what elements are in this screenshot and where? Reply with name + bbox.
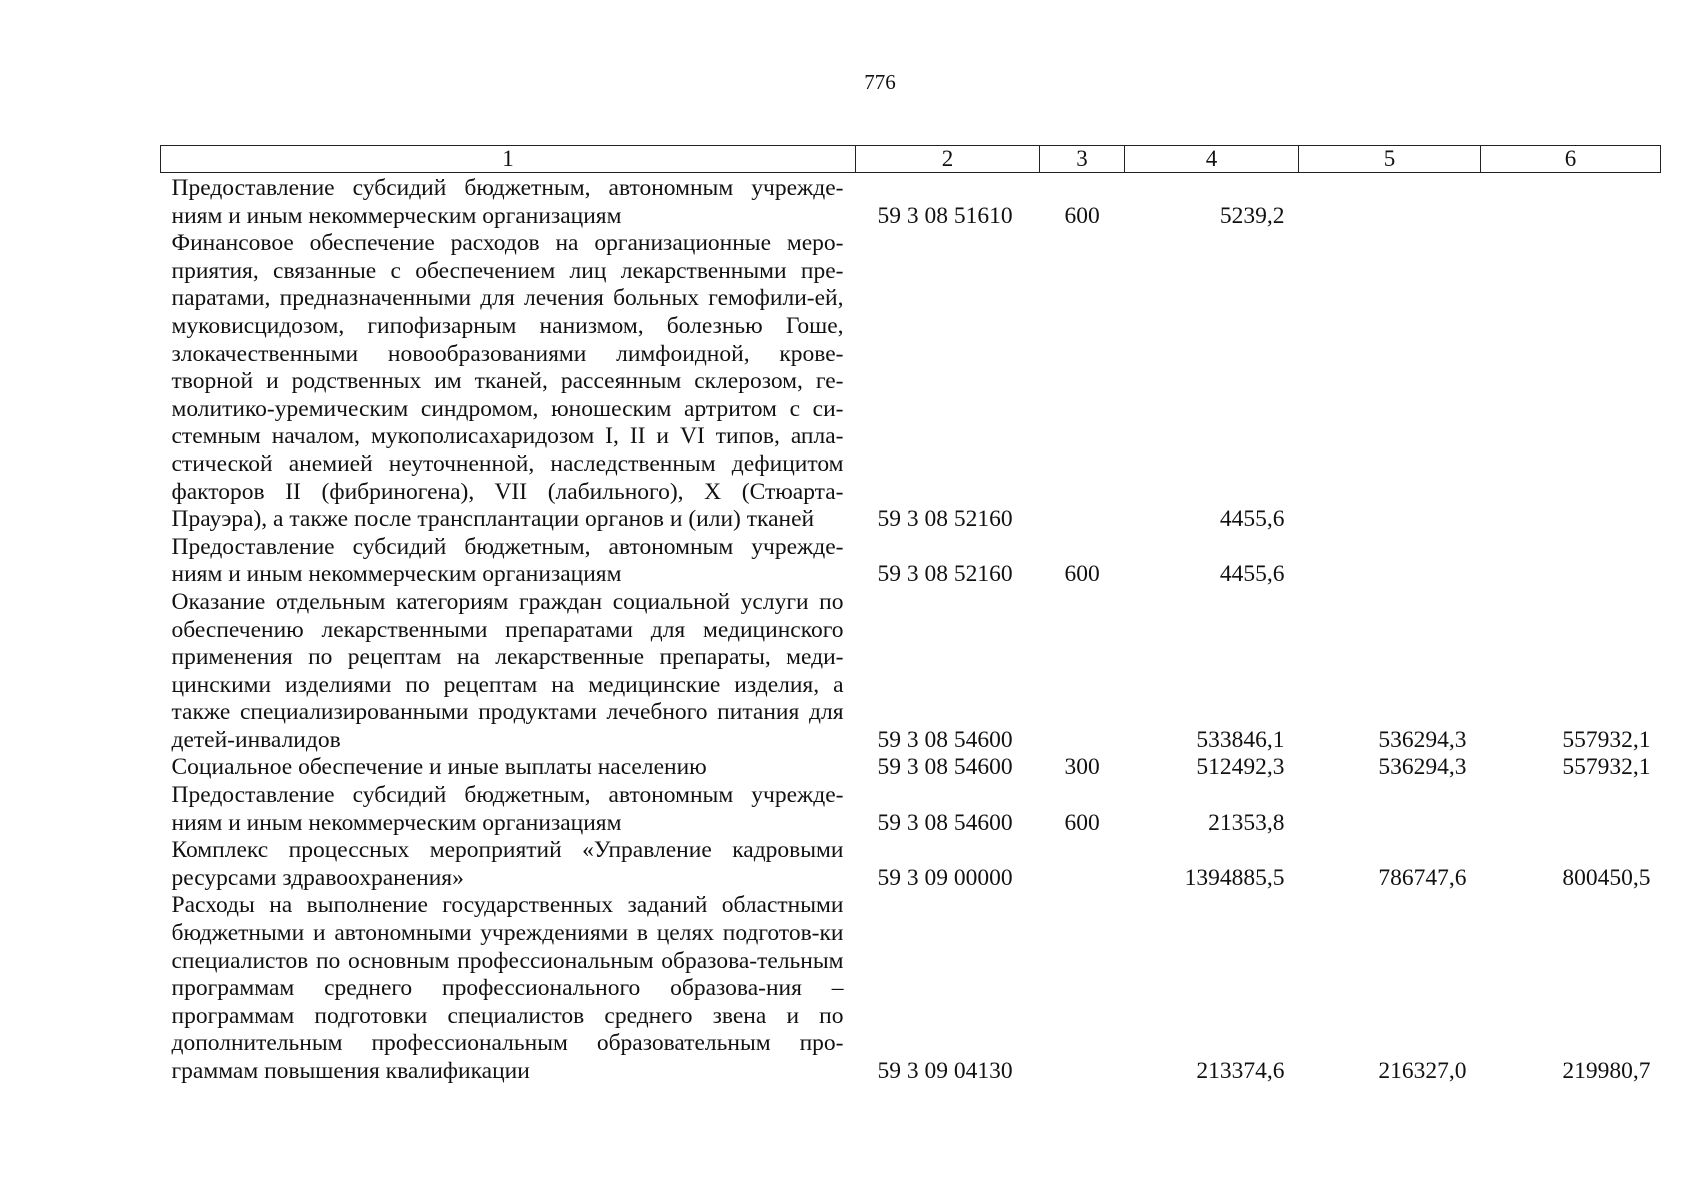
row-target-code: 59 3 08 51610 <box>877 202 1013 229</box>
row-description: Социальное обеспечение и иные выплаты населению <box>171 754 707 781</box>
row-description: Предоставление субсидий бюджетным, автономным учрежде-ниям и иным некоммерческим организациям <box>171 175 844 229</box>
row-expense-type <box>1040 589 1125 755</box>
row-description: Расходы на выполнение государственных заданий областными бюджетными и автономными учреждениями в целях подготов-ки специалистов по основным профессиональным образова-тельным программам среднего профессионального образова-ния – программам подготовки специалистов среднего звена и по дополнительным профессиональным образовательным про-граммам повышения квалификации <box>171 892 844 1084</box>
row-amount-col4: 213374,6 <box>1196 1058 1285 1084</box>
row-amount-col5: 786747,6 <box>1378 864 1467 891</box>
row-amount-col4: 1394885,5 <box>1184 864 1285 891</box>
row-expense-type <box>1040 837 1125 892</box>
table-row <box>161 782 1661 837</box>
row-target-code: 59 3 08 54600 <box>877 809 1013 836</box>
row-target-code: 59 3 08 54600 <box>877 726 1013 753</box>
row-target-code: 59 3 09 00000 <box>877 864 1013 891</box>
row-target-code: 59 3 08 54600 <box>877 754 1013 781</box>
row-amount-col6 <box>1481 230 1661 534</box>
row-amount-col6: 557932,1 <box>1562 726 1651 753</box>
row-amount-col4: 5239,2 <box>1219 202 1285 229</box>
row-target-code: 59 3 08 52160 <box>877 561 1013 588</box>
row-amount-col4: 533846,1 <box>1196 726 1285 753</box>
row-amount-col6 <box>1481 534 1661 589</box>
row-target-code: 59 3 08 52160 <box>877 506 1013 533</box>
row-amount-col4: 4455,6 <box>1219 561 1285 588</box>
row-description: Предоставление субсидий бюджетным, автономным учрежде-ниям и иным некоммерческим организациям <box>171 782 844 836</box>
row-amount-col4: 4455,6 <box>1219 506 1285 533</box>
row-amount-col6: 557932,1 <box>1562 754 1651 781</box>
row-description: Предоставление субсидий бюджетным, автономным учрежде-ниям и иным некоммерческим организациям <box>171 533 844 588</box>
row-amount-col6: 219980,7 <box>1562 1058 1651 1084</box>
row-expense-type: 600 <box>1064 809 1100 836</box>
column-header-6: 6 <box>1481 146 1661 173</box>
row-description: Комплекс процессных мероприятий «Управление кадровыми ресурсами здравоохранения» <box>171 837 844 891</box>
row-expense-type: 600 <box>1064 561 1100 588</box>
row-description: Оказание отдельным категориям граждан социальной услуги по обеспечению лекарственными препаратами для медицинского применения по рецептам на лекарственные препараты, меди-цинскими изделиями по рецептам на медицинские изделия, а также специализированными продуктами лечебного питания для детей-инвалидов <box>171 588 844 753</box>
table-header-row <box>161 146 1661 173</box>
column-header-3: 3 <box>1040 146 1125 173</box>
row-expense-type: 600 <box>1064 202 1100 229</box>
row-amount-col5 <box>1299 230 1481 534</box>
row-amount-col5 <box>1299 782 1481 837</box>
row-amount-col6: 800450,5 <box>1562 864 1651 891</box>
row-amount-col5 <box>1299 173 1481 231</box>
row-amount-col5 <box>1299 534 1481 589</box>
table-row <box>161 837 1661 892</box>
row-amount-col5: 216327,0 <box>1378 1058 1467 1084</box>
row-amount-col5: 536294,3 <box>1378 726 1467 753</box>
row-target-code: 59 3 09 04130 <box>877 1058 1013 1084</box>
page-number: 776 <box>864 70 896 94</box>
row-description: Финансовое обеспечение расходов на организационные меро-приятия, связанные с обеспечением лиц лекарственными пре-паратами, предназначенными для лечения больных гемофили-ей, муковисцидозом, гипофизарным нанизмом, болезнью Гоше, злокачественными новообразованиями лимфоидной, крове-творной и родственных им тканей, рассеянным склерозом, ге-молитико-уремическим синдромом, юношеским артритом с си-стемным началом, мукополисахаридозом I, II и VI типов, апла-стической анемией неуточненной, наследственным дефицитом факторов II (фибриногена), VII (лабильного), X (Стюарта-Прауэра), а также после трансплантации органов и (или) тканей <box>171 230 844 533</box>
row-amount-col4: 21353,8 <box>1208 809 1285 836</box>
row-amount-col6 <box>1481 782 1661 837</box>
row-amount-col5: 536294,3 <box>1378 754 1467 781</box>
row-amount-col4: 512492,3 <box>1196 754 1285 781</box>
budget-table <box>160 145 1661 1086</box>
column-header-4: 4 <box>1125 146 1299 173</box>
row-expense-type: 300 <box>1064 754 1100 781</box>
row-expense-type <box>1040 892 1125 1085</box>
row-expense-type <box>1040 230 1125 534</box>
table-row <box>161 230 1661 534</box>
table-row <box>161 754 1661 782</box>
row-amount-col6 <box>1481 173 1661 231</box>
table-row <box>161 173 1661 231</box>
table-row <box>161 892 1661 1085</box>
table-row <box>161 534 1661 589</box>
table-row <box>161 589 1661 755</box>
column-header-5: 5 <box>1299 146 1481 173</box>
column-header-1: 1 <box>161 146 856 173</box>
column-header-2: 2 <box>856 146 1040 173</box>
